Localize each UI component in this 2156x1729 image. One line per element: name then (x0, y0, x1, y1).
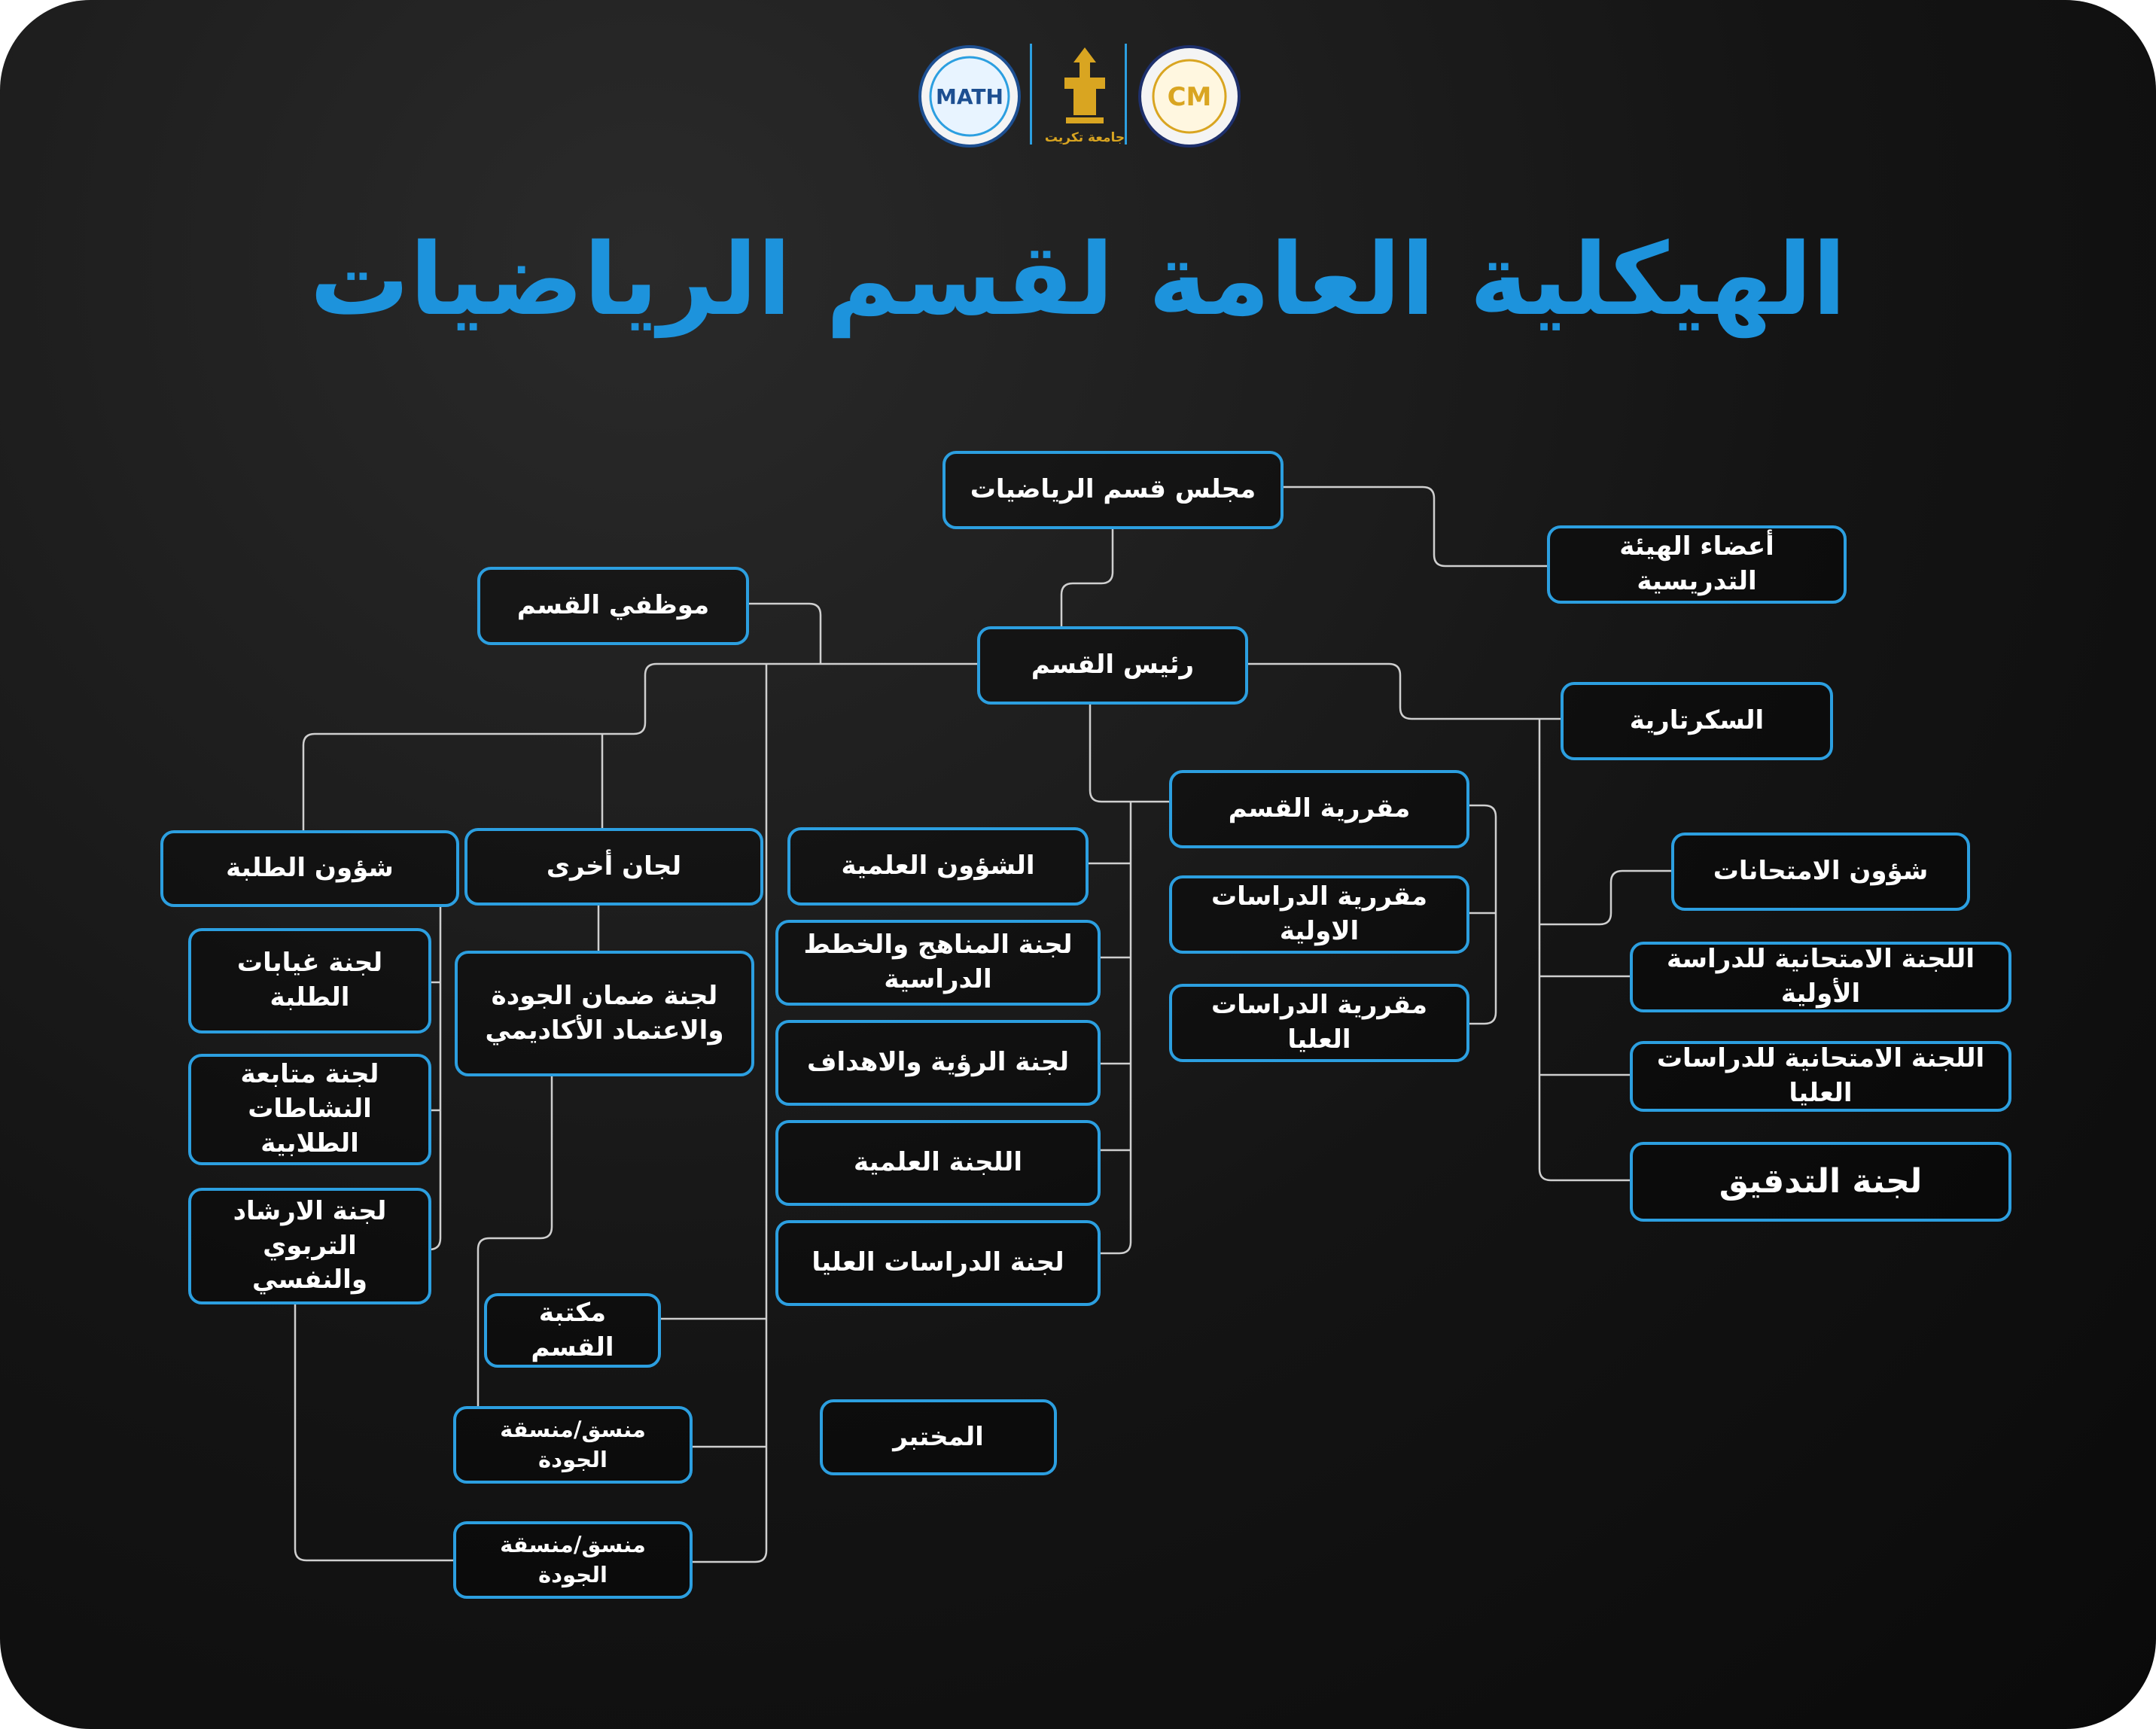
rapporteur-node: مقررية القسم (1169, 770, 1469, 848)
college-logo (1137, 44, 1242, 149)
university-logo (1043, 44, 1126, 149)
absence-committee-node: لجنة غيابات الطلبة (188, 928, 431, 1033)
secretary-node: السكرتارية (1561, 682, 1833, 760)
scientific-affairs-node: الشؤون العلمية (787, 827, 1089, 906)
page-title: الهيكلية العامة لقسم الرياضيات (309, 222, 1847, 338)
postgrad-committee-node: لجنة الدراسات العليا (775, 1220, 1101, 1306)
undergrad-rapporteur-node: مقررية الدراسات الاولية (1169, 875, 1469, 954)
exams-affairs-node: شؤون الامتحانات (1671, 833, 1970, 911)
council-node: مجلس قسم الرياضيات (942, 451, 1284, 529)
students-affairs-node: شؤون الطلبة (160, 830, 459, 907)
math-logo-text: MATH (936, 84, 1003, 109)
college-logo-text: CM (1167, 82, 1212, 112)
quality-coordinator-2-node: منسق/منسقة الجودة (453, 1521, 693, 1599)
logo-separator-right (1125, 44, 1127, 145)
library-node: مكتبة القسم (484, 1293, 661, 1368)
faculty-node: أعضاء الهيئة التدريسية (1547, 525, 1847, 604)
staff-node: موظفي القسم (477, 567, 749, 645)
other-committees-node: لجان أخرى (464, 828, 763, 906)
postgrad-rapporteur-node: مقررية الدراسات العليا (1169, 984, 1469, 1062)
undergrad-exam-committee-node: اللجنة الامتحانية للدراسة الأولية (1630, 942, 2011, 1012)
guidance-committee-node: لجنة الارشاد التربوي والنفسي (188, 1188, 431, 1304)
quality-coordinator-1-node: منسق/منسقة الجودة (453, 1406, 693, 1484)
math-department-logo (917, 44, 1022, 149)
lab-node: المختبر (820, 1399, 1057, 1475)
quality-committee-node: لجنة ضمان الجودة والاعتماد الأكاديمي (455, 951, 754, 1076)
audit-committee-node: لجنة التدقيق (1630, 1142, 2011, 1222)
activities-committee-node: لجنة متابعة النشاطات الطلابية (188, 1054, 431, 1165)
postgrad-exam-committee-node: اللجنة الامتحانية للدراسات العليا (1630, 1041, 2011, 1112)
scientific-committee-node: اللجنة العلمية (775, 1120, 1101, 1206)
university-logo-text: جامعة تكريت (1044, 130, 1125, 145)
logo-separator-left (1030, 44, 1032, 145)
curriculum-committee-node: لجنة المناهج والخطط الدراسية (775, 920, 1101, 1006)
vision-committee-node: لجنة الرؤية والاهداف (775, 1020, 1101, 1106)
head-node: رئيس القسم (977, 626, 1248, 705)
